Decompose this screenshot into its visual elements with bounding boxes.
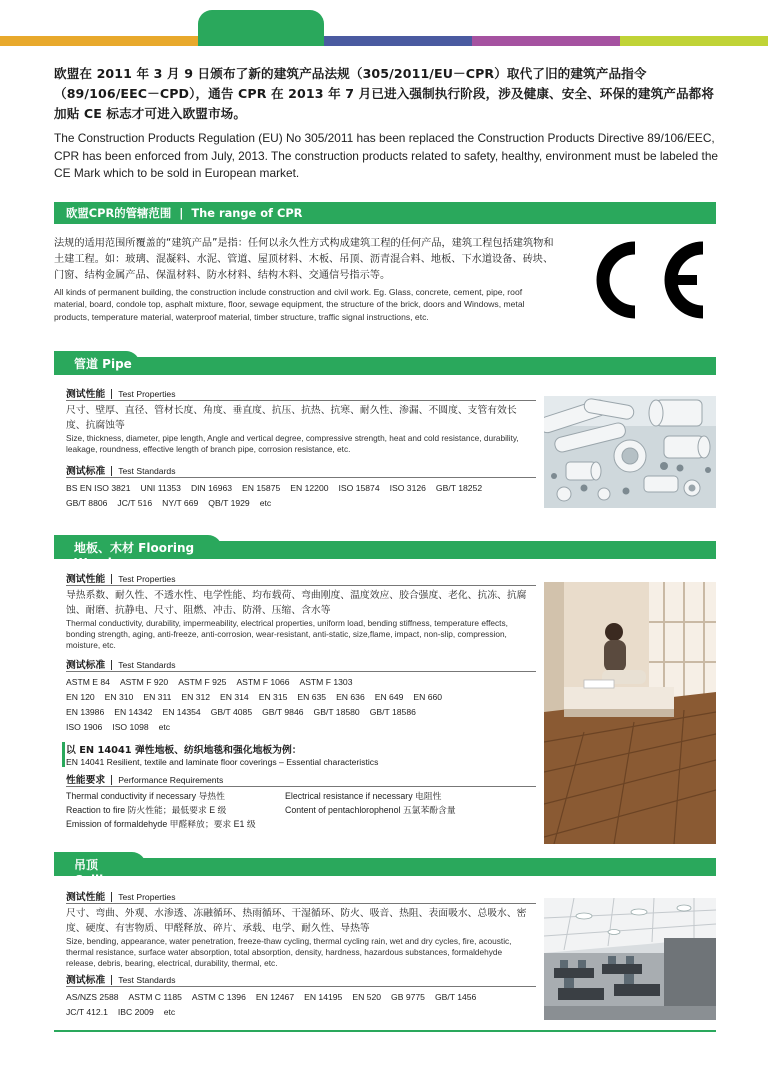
- standard-code: etc: [259, 498, 272, 508]
- ceiling-std-heading-cn: 测试标准: [66, 975, 106, 986]
- wood-perf-heading-cn: 性能要求: [66, 775, 106, 786]
- standard-code: DIN 16963: [190, 483, 233, 493]
- wood-std-divider: [66, 671, 536, 672]
- standard-code: GB/T 4085: [210, 707, 253, 717]
- wood-props-divider: [66, 585, 536, 586]
- wood-standards-line3: [66, 704, 426, 720]
- standard-code: ASTM E 84: [66, 677, 110, 687]
- ceiling-standards-line1: [66, 989, 486, 1005]
- example-marker: [62, 742, 65, 767]
- ceiling-props-heading-cn: 测试性能: [66, 892, 106, 903]
- standard-code: EN 314: [220, 692, 249, 702]
- top-bar-green-tab: [198, 10, 324, 46]
- pipe-props-heading: [66, 386, 176, 400]
- standard-code: UNI 11353: [140, 483, 181, 493]
- standard-code: EN 120: [66, 692, 95, 702]
- top-color-bar: [0, 0, 768, 50]
- standard-code: ISO 3126: [389, 483, 426, 493]
- wood-standards-line4: [66, 719, 180, 735]
- standard-code: EN 14195: [304, 992, 343, 1002]
- pipe-bar-line: [54, 357, 716, 375]
- pipe-std-heading: [66, 463, 176, 477]
- standard-code: EN 520: [352, 992, 382, 1002]
- wood-std-heading-en: Test Standards: [111, 660, 175, 670]
- ceiling-props-text-en: Size, bending, appearance, water penetration, freeze-thaw cycling, thermal cycling rain, wet and dry cycles, fire, acoustic, thermal resistance, surface water absorption, total absorption, density, hardness, hazardous substances, formaldehyde release, debris, bearing, electrical, durability, thermal, etc.: [66, 936, 512, 968]
- pipe-standards-line1: [66, 480, 492, 496]
- standard-code: GB 9775: [391, 992, 425, 1002]
- standard-code: AS/NZS 2588: [66, 992, 119, 1002]
- standard-code: ASTM F 920: [119, 677, 169, 687]
- standard-code: EN 12200: [290, 483, 329, 493]
- standard-code: JC/T 412.1: [66, 1007, 108, 1017]
- perf-requirement: Content of pentachlorophenol 五氯苯酚含量: [285, 805, 456, 815]
- wood-props-heading: [66, 571, 176, 585]
- pipe-props-text-en: Size, thickness, diameter, pipe length, Angle and vertical degree, compressive strength, heat and cold resistance, durability, leakage, roundness, effective length of branch pipe, corrosion resistance, etc.: [66, 433, 519, 454]
- standard-code: EN 310: [104, 692, 134, 702]
- standard-code: etc: [163, 1007, 176, 1017]
- wood-props-heading-en: Test Properties: [111, 574, 175, 584]
- wood-standards-line1: [66, 674, 362, 690]
- wood-standards-line2: [66, 689, 452, 705]
- pipe-std-divider: [66, 477, 536, 478]
- pipe-std-heading-en: Test Standards: [111, 466, 175, 476]
- standard-code: IBC 2009: [117, 1007, 154, 1017]
- pipe-props-heading-cn: 测试性能: [66, 389, 106, 400]
- wood-floor-photo: [544, 582, 716, 844]
- standard-code: GB/T 9846: [262, 707, 304, 717]
- standard-code: EN 635: [297, 692, 327, 702]
- standard-code: EN 14354: [162, 707, 201, 717]
- wood-props-text-en: Thermal conductivity, durability, impermeability, electrical properties, uniform load, bending stiffness, temperature effects, bonding strength, aging, anti-freeze, anti-corrosion, wear-resistant, anti-static, size,flame, impact, non-slip, compression, moisture, etc.: [66, 618, 508, 650]
- perf-requirement: Thermal conductivity if necessary 导热性: [66, 791, 225, 801]
- ceiling-section-bar: [54, 858, 716, 887]
- standard-code: EN 311: [143, 692, 172, 702]
- standard-code: ISO 1098: [112, 722, 149, 732]
- intro-english: The Construction Products Regulation (EU) No 305/2011 has been replaced the Construction Products Directive 89/106/EEC, CPR has been enforced from July, 2013. The construction products related to safety, healthy, environment must be labeled the CE Mark which to be sold in European market.: [54, 131, 719, 180]
- wood-props-heading-cn: 测试性能: [66, 574, 106, 585]
- perf-requirement: Electrical resistance if necessary 电阻性: [285, 791, 442, 801]
- ceiling-props-heading-en: Test Properties: [111, 892, 175, 902]
- top-bar-lime-segment: [620, 36, 768, 46]
- wood-section-bar: [54, 541, 716, 570]
- standard-code: GB/T 18252: [435, 483, 483, 493]
- scope-section-bar: [54, 202, 716, 224]
- wood-perf-left-list: [66, 789, 286, 831]
- pipe-tab-label: 管道 Pipe: [74, 357, 132, 371]
- standard-code: EN 315: [258, 692, 288, 702]
- ceiling-std-heading: [66, 972, 176, 986]
- ceiling-tab-label: 吊顶 Ceiling: [74, 858, 121, 887]
- wood-perf-right-list: [285, 789, 535, 817]
- pipe-section-bar: [54, 357, 716, 375]
- wood-perf-heading-en: Performance Requirements: [111, 775, 223, 785]
- wood-perf-divider: [66, 786, 536, 787]
- wood-tab-label: 地板、木材 Flooring Wood: [74, 541, 195, 570]
- standard-code: EN 660: [413, 692, 443, 702]
- ceiling-std-divider: [66, 986, 536, 987]
- standard-code: JC/T 516: [117, 498, 153, 508]
- ceiling-standards-line2: [66, 1004, 185, 1020]
- standard-code: EN 13986: [66, 707, 105, 717]
- standard-code: ASTM C 1185: [128, 992, 182, 1002]
- standard-code: ASTM C 1396: [191, 992, 246, 1002]
- standard-code: ASTM F 1303: [299, 677, 353, 687]
- pipe-std-heading-cn: 测试标准: [66, 466, 106, 477]
- wood-example-subtitle: EN 14041 Resilient, textile and laminate floor coverings – Essential characteristics: [66, 757, 379, 767]
- standard-code: GB/T 18580: [313, 707, 360, 717]
- scope-title-en: The range of CPR: [191, 206, 303, 220]
- pipe-props-heading-en: Test Properties: [111, 389, 175, 399]
- wood-std-heading-cn: 测试标准: [66, 660, 106, 671]
- standard-code: EN 649: [374, 692, 404, 702]
- scope-section-title: [66, 202, 302, 224]
- pipe-fittings-photo: [544, 396, 716, 508]
- standard-code: ISO 15874: [338, 483, 380, 493]
- ceiling-props-divider: [66, 903, 536, 904]
- standard-code: EN 15875: [242, 483, 281, 493]
- standard-code: NY/T 669: [162, 498, 199, 508]
- standard-code: ISO 1906: [66, 722, 103, 732]
- standard-code: GB/T 18586: [369, 707, 416, 717]
- pipe-standards-line2: [66, 495, 281, 511]
- standard-code: EN 312: [181, 692, 211, 702]
- standard-code: QB/T 1929: [208, 498, 250, 508]
- standard-code: EN 12467: [255, 992, 295, 1002]
- standard-code: EN 14342: [114, 707, 153, 717]
- scope-description-en: All kinds of permanent building, the construction include construction and civil work. Eg. Glass, concrete, cement, pipe, roof material, board, condole top, asphalt mixture, floor, sewage equipment, the structure of the brick, doors and Windows, metal products, temperature material, waterproof material, timber structure, traffic signal instructions, etc.: [54, 287, 525, 322]
- ceiling-tab: [54, 852, 146, 887]
- perf-requirement: Emission of formaldehyde 甲醛释放；要求 E1 级: [66, 819, 256, 829]
- standard-code: BS EN ISO 3821: [66, 483, 131, 493]
- pipe-props-text-cn: 尺寸、壁厚、直径、管材长度、角度、垂直度、抗压、抗热、抗寒、耐久性、渗漏、不圆度、支管有效长度、抗腐蚀等: [66, 405, 517, 431]
- scope-title-cn: 欧盟CPR的管辖范围: [66, 206, 172, 220]
- standard-code: etc: [158, 722, 171, 732]
- ceiling-props-text-cn: 尺寸、弯曲、外观、水渗透、冻融循环、热雨循环、干湿循环、防火、吸音、热阻、表面吸水、总吸水、密度、硬度、有害物质、甲醛释放、碎片、承载、电学、耐久性、导热等: [66, 908, 527, 934]
- ceiling-props-heading: [66, 889, 176, 903]
- wood-perf-heading: [66, 772, 223, 786]
- standard-code: GB/T 1456: [434, 992, 477, 1002]
- top-bar-purple-segment: [472, 36, 620, 46]
- standard-code: EN 636: [336, 692, 365, 702]
- pipe-props-divider: [66, 400, 536, 401]
- standard-code: ASTM F 1066: [236, 677, 290, 687]
- standard-code: ASTM F 925: [178, 677, 227, 687]
- ceiling-bar-line: [54, 858, 716, 876]
- bottom-green-line: [54, 1030, 716, 1032]
- intro-chinese: 欧盟在 2011 年 3 月 9 日颁布了新的建筑产品法规（305/2011/EU－CPR）取代了旧的建筑产品指令（89/106/EEC－CPD），通告 CPR 在 2013 年 7 月已进入强制执行阶段，涉及健康、安全、环保的建筑产品都将加贴 CE 标志才可进入欧盟市场。: [54, 66, 715, 121]
- wood-example-title: 以 EN 14041 弹性地板、纺织地毯和强化地板为例：: [66, 745, 302, 756]
- wood-tab: [54, 535, 222, 570]
- wood-props-text-cn: 导热系数、耐久性、不透水性、电学性能、均布载荷、弯曲刚度、温度效应、胶合强度、老化、抗冻、抗腐蚀、耐磨、抗静电、尺寸、阻燃、冲击、防滑、压缩、含水等: [66, 590, 527, 616]
- scope-title-separator: |: [179, 206, 184, 220]
- pipe-tab: [54, 351, 140, 375]
- wood-std-heading: [66, 657, 176, 671]
- ceiling-std-heading-en: Test Standards: [111, 975, 175, 985]
- top-bar-blue-segment: [324, 36, 472, 46]
- perf-requirement: Reaction to fire 防火性能；最低要求 E 级: [66, 805, 227, 815]
- standard-code: GB/T 8806: [66, 498, 108, 508]
- scope-description-cn: 法规的适用范围所覆盖的“建筑产品”是指：任何以永久性方式构成建筑工程的任何产品，建筑工程包括建筑物和土建工程。如：玻璃、混凝料、水泥、管道、屋顶材料、木板、吊顶、沥青混合料、地板、下水道设备、砖块、门窗、结构金属产品、保温材料、防水材料、结构木料、交通信号指示等。: [54, 238, 554, 281]
- ceiling-office-photo: [544, 898, 716, 1020]
- ce-mark-logo: [583, 240, 713, 320]
